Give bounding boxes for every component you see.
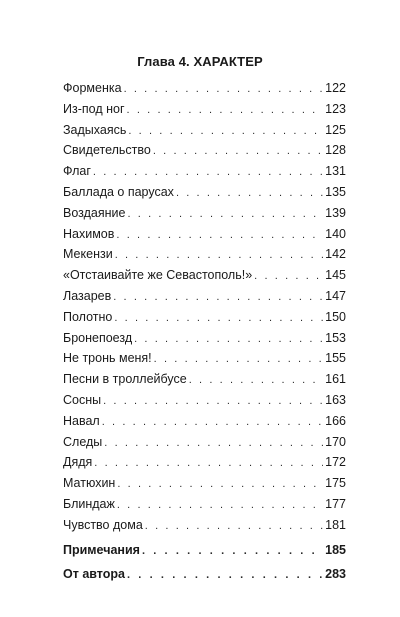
toc-entry [63, 182, 346, 203]
dot-leader [102, 412, 323, 433]
dot-leader [117, 495, 323, 516]
toc-entry-page-number: 125 [325, 122, 346, 137]
dot-leader [254, 266, 323, 287]
dot-leader [153, 141, 323, 162]
toc-entry [63, 369, 346, 390]
dot-leader [94, 453, 323, 474]
dot-leader [113, 287, 323, 308]
dot-leader [154, 349, 323, 370]
dot-leader [176, 183, 323, 204]
toc-entry-page-number: 128 [325, 143, 346, 158]
toc-entry [63, 120, 346, 141]
toc-entry-page-number: 170 [325, 434, 346, 449]
toc-entry-title: Воздаяние [63, 205, 126, 220]
toc-entry-title: Баллада о парусах [63, 184, 174, 199]
dot-leader [93, 162, 323, 183]
toc-entry-page-number: 177 [325, 496, 346, 511]
toc-entry [63, 473, 346, 494]
toc-entry [63, 538, 346, 562]
toc-entry-page-number: 131 [325, 164, 346, 179]
toc-entry-page-number: 181 [325, 517, 346, 532]
dot-leader [124, 79, 324, 100]
dot-leader [145, 516, 323, 537]
dot-leader [104, 433, 323, 454]
toc-entry-title: Свидетельство [63, 143, 151, 158]
table-of-contents [63, 78, 346, 536]
dot-leader [117, 474, 323, 495]
toc-entry-page-number: 283 [325, 567, 346, 581]
toc-entry-page-number: 122 [325, 81, 346, 95]
dot-leader [142, 539, 323, 563]
toc-entry [63, 78, 346, 99]
toc-entry [63, 203, 346, 224]
dot-leader [127, 100, 324, 121]
toc-entry-title: От автора [63, 567, 125, 581]
toc-entry-page-number: 175 [325, 476, 346, 491]
toc-entry-page-number: 135 [325, 184, 346, 199]
dot-leader [116, 225, 323, 246]
dot-leader [189, 370, 323, 391]
toc-entry-page-number: 163 [325, 392, 346, 407]
toc-entry-title: Матюхин [63, 476, 116, 491]
toc-entry-title: Чувство дома [63, 517, 143, 532]
toc-entry [63, 328, 346, 349]
toc-entry-title: Песни в троллейбусе [63, 372, 187, 387]
toc-entry-title: Примечания [63, 543, 140, 557]
dot-leader [128, 121, 323, 142]
toc-entry [63, 140, 346, 161]
toc-entry [63, 390, 346, 411]
toc-entry [63, 265, 346, 286]
chapter-title: Глава 4. ХАРАКТЕР [137, 54, 263, 69]
toc-entry [63, 99, 346, 120]
dot-leader [127, 563, 323, 587]
dot-leader [115, 245, 323, 266]
toc-entry-page-number: 153 [325, 330, 346, 345]
toc-entry-page-number: 150 [325, 309, 346, 324]
toc-entry-title: Сосны [63, 392, 102, 407]
toc-entry-page-number: 172 [325, 455, 346, 470]
toc-entry [63, 307, 346, 328]
toc-entry-title: Блиндаж [63, 496, 115, 511]
toc-entry-title: Полотно [63, 309, 113, 324]
toc-entry-title: Бронепоезд [63, 330, 133, 345]
toc-entry-title: Нахимов [63, 226, 115, 241]
toc-entry-title: Следы [63, 434, 103, 449]
toc-entry-title: Мекензи [63, 247, 113, 262]
toc-entry-page-number: 139 [325, 205, 346, 220]
toc-entry [63, 244, 346, 265]
toc-entry [63, 411, 346, 432]
toc-entry [63, 348, 346, 369]
toc-entry [63, 432, 346, 453]
toc-entry [63, 224, 346, 245]
toc-entry-title: Лазарев [63, 288, 112, 303]
toc-entry-page-number: 155 [325, 351, 346, 366]
dot-leader [103, 391, 323, 412]
toc-entry [63, 562, 346, 586]
toc-entry-title: «Отстаивайте же Севастополь!» [63, 268, 253, 283]
dot-leader [114, 308, 323, 329]
dot-leader [127, 204, 323, 225]
toc-entry-title: Навал [63, 413, 100, 428]
toc-entry [63, 286, 346, 307]
toc-entry [63, 515, 346, 536]
toc-entry [63, 161, 346, 182]
toc-entry-page-number: 142 [325, 247, 346, 262]
toc-entry-page-number: 123 [325, 101, 346, 116]
toc-entry [63, 494, 346, 515]
toc-entry-title: Из-под ног [63, 101, 125, 116]
toc-entry-title: Флаг [63, 164, 91, 179]
toc-entry [63, 452, 346, 473]
dot-leader [134, 329, 323, 350]
toc-entry-page-number: 166 [325, 413, 346, 428]
back-matter-list [63, 538, 346, 586]
toc-entry-page-number: 185 [325, 543, 346, 557]
toc-entry-page-number: 140 [325, 226, 346, 241]
toc-entry-page-number: 161 [325, 372, 346, 387]
toc-entry-page-number: 147 [325, 288, 346, 303]
toc-entry-title: Задыхаясь [63, 122, 127, 137]
toc-entry-title: Не тронь меня! [63, 351, 152, 366]
toc-entry-page-number: 145 [325, 268, 346, 283]
toc-entry-title: Дядя [63, 455, 93, 470]
toc-entry-title: Форменка [63, 81, 122, 95]
